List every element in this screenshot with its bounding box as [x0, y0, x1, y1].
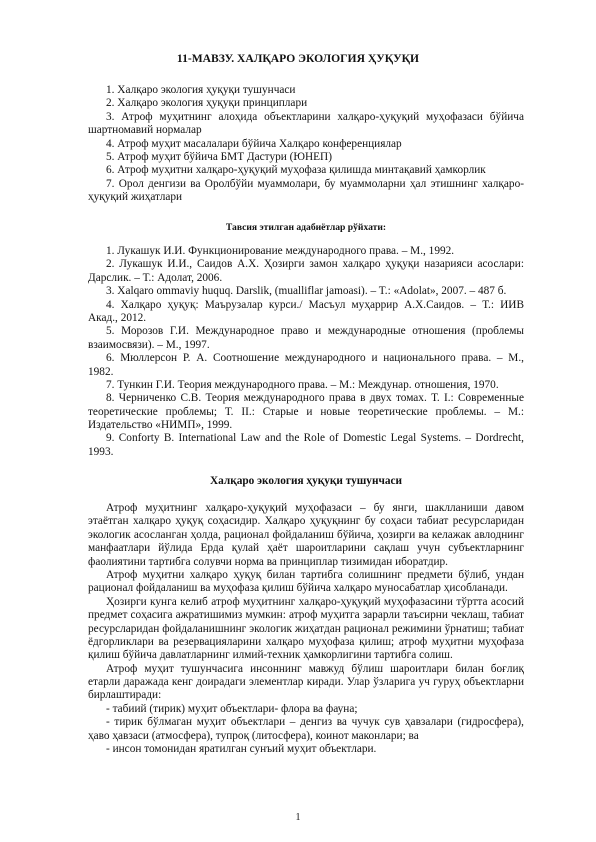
plan-item: 4. Атроф муҳит масалалари бўйича Халқаро конференциялар	[106, 137, 402, 150]
paragraph-line: рационал фойдаланиш ва муҳофаза қилиш бўйича халқаро муносабатлар ҳисобланади.	[88, 582, 508, 595]
paragraph-line: этаётган халқаро ҳуқуқ соҳасидир. Халқаро ҳуқуқнинг бу соҳаси табиат ресурсларидан	[88, 515, 524, 528]
plan-item: 5. Атроф муҳит бўйича БМТ Дастури (ЮНЕП)	[106, 150, 332, 163]
list-item: - инсон томонидан яратилган сунъий муҳит объектлари.	[106, 743, 377, 756]
list-item-continuation: ҳаво ҳавзаси (атмосфера), тупроқ (литосфера), коинот маконлари; ва	[88, 729, 419, 742]
reference-item: 1. Лукашук И.И. Функционирование международного права. – М., 1992.	[106, 245, 455, 257]
paragraph-line: ёдгорликлари ва резервацияларини халқаро муҳофаза қилиш; атроф муҳитни муҳофаза	[88, 635, 524, 648]
reference-item: 8. Черниченко С.В. Теория международного права в двух томах. Т. I.: Современные	[106, 392, 524, 405]
references-list	[88, 245, 524, 459]
paragraph-line: Атроф муҳит тушунчасига инсоннинг мавжуд бўлиш шароитлари билан боғлиқ	[106, 662, 524, 675]
page-number: 1	[295, 812, 301, 823]
reference-item: 3. Xalqaro ommaviy huquq. Darslik, (mualliflar jamoasi). – T.: «Adolat», 2007. – 487 б.	[106, 285, 507, 298]
reference-item: 2. Лукашук И.И., Саидов А.Х. Ҳозирги замон халқаро ҳуқуқи назарияси асослари:	[106, 258, 524, 271]
paragraph-line: етарли даражада кенг доирадаги элементлар киради. Улар ўзларига уч гуруҳ объектларни	[88, 676, 524, 689]
references-heading: Тавсия этилган адабиётлар рўйхати:	[225, 222, 387, 233]
section-heading: Халқаро экология ҳуқуқи тушунчаси	[209, 475, 403, 487]
reference-item: 4. Халқаро ҳуқуқ: Маърузалар курси./ Масъул муҳаррир А.Х.Саидов. – Т.: ИИВ	[106, 298, 524, 311]
paragraph-line: Атроф муҳитни халқаро ҳуқуқ билан тартибга солишнинг предмети бўлиб, ундан	[106, 568, 524, 581]
paragraph-line: Атроф муҳитнинг халқаро-ҳуқуқий муҳофазаси – бу янги, шаклланиши давом	[106, 502, 524, 514]
reference-item: 9. Conforty B. International Law and the Role of Domestic Legal Systems. – Dordrecht,	[106, 432, 524, 445]
plan-item-continuation: шартномавий нормалар	[88, 124, 202, 137]
reference-continuation: 1993.	[88, 445, 114, 458]
reference-item: 7. Тункин Г.И. Теория международного права. – М.: Междунар. отношения, 1970.	[106, 378, 499, 391]
plan-item-continuation: ҳуқуқий жиҳатлари	[88, 191, 183, 204]
topic-plan	[88, 84, 524, 205]
plan-item: 7. Орол денгизи ва Оролбўйи муаммолари, бу муаммоларни ҳал этишнинг халқаро-	[106, 177, 524, 190]
paragraph-line: Ҳозирги кунга келиб атроф муҳитнинг халқаро-ҳуқуқий муҳофазасини тўртта асосий	[106, 595, 524, 608]
paragraph-line: бирлаштиради:	[88, 689, 162, 702]
paragraph-line: қилиш бўйича давлатларнинг илмий-техник ҳамкорлигини тартибга солиш.	[88, 649, 453, 662]
paragraph-line: фаолиятини тартибга солувчи норма ва принциплар тизимидан иборатдир.	[88, 555, 448, 568]
list-item: - табиий (тирик) муҳит объектлари- флора ва фауна;	[106, 702, 358, 715]
reference-continuation: Дарслик. – Т.: Адолат, 2006.	[88, 271, 223, 284]
reference-item: 6. Мюллерсон Р. А. Соотношение международного и национального права. – М.,	[106, 352, 524, 365]
page-title: 11-МАВЗУ. ХАЛҚАРО ЭКОЛОГИЯ ҲУҚУҚИ	[176, 52, 420, 65]
paragraph-line: экологик асосланган ҳолда, рационал фойдаланиш бўйича, ҳозирги ва келажак авлоднинг	[88, 528, 524, 541]
reference-continuation: Акад., 2012.	[88, 311, 147, 324]
paragraph-line: предмет соҳасига ажратишимиз мумкин: атроф муҳитга зарарли таъсирни чеклаш, табиат	[88, 609, 524, 622]
body-text	[88, 502, 524, 756]
plan-item: 1. Халқаро экология ҳуқуқи тушунчаси	[106, 84, 296, 96]
plan-item: 3. Атроф муҳитнинг алоҳида объектларини халқаро-ҳуқуқий муҳофазаси бўйича	[106, 110, 524, 123]
paragraph-line: ресурсларидан фойдаланишнинг экологик жиҳатдан рационал режимини ўрнатиш; табиат	[88, 622, 524, 635]
reference-continuation: взаимосвязи). – М., 1997.	[88, 338, 210, 351]
reference-continuation: теоретические проблемы; Т. II.: Старые и новые теоретические проблемы. – М.:	[88, 405, 524, 418]
plan-item: 2. Халқаро экология ҳуқуқи принциплари	[106, 97, 308, 110]
paragraph-line: манфаатлари йўлида Ерда қулай ҳаёт шароитларини сақлаш учун субъектларнинг	[88, 542, 524, 555]
reference-item: 5. Морозов Г.И. Международное право и международные отношения (проблемы	[106, 325, 524, 338]
list-item: - тирик бўлмаган муҳит объектлари – денгиз ва чучук сув ҳавзалари (гидросфера),	[106, 716, 524, 729]
reference-continuation: 1982.	[88, 365, 114, 378]
reference-continuation: Издательство «НИМП», 1999.	[88, 419, 233, 432]
plan-item: 6. Атроф муҳитни халқаро-ҳуқуқий муҳофаза қилишда минтақавий ҳамкорлик	[106, 164, 486, 177]
